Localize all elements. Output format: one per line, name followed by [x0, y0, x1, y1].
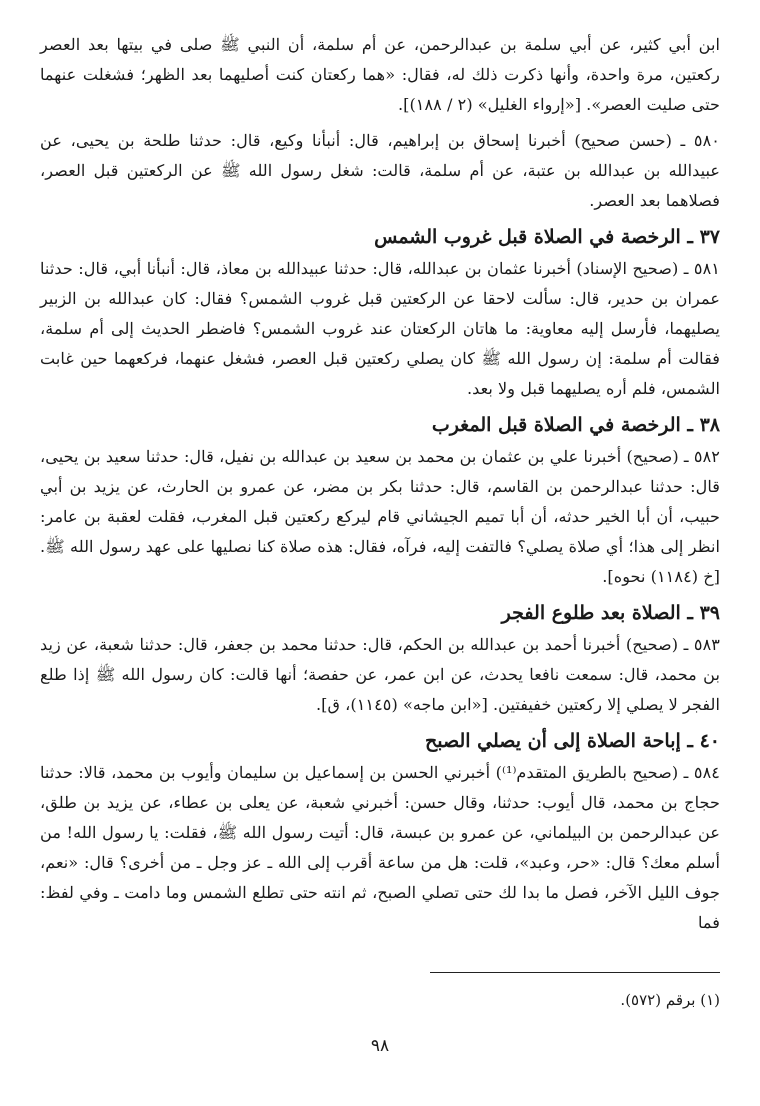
paragraph-hadith-582: ٥٨٢ ـ (صحيح) أخبرنا علي بن عثمان بن محمد بن سعيد بن عبدالله بن نفيل، قال: حدثنا سعيد بن يحيى، قال: حدثنا عبدالرحمن بن القاسم، قال: حدثنا بكر بن مضر، عن عمرو بن الحارث، عن يزيد بن أبي حبيب، أن أبا الخير حدثه، أن أبا تميم الجيشاني قام ليركع ركعتين قبل المغرب، فقلت لعقبة بن عامر: انظر إلى هذا؛ أي صلاة يصلي؟ فالتفت إليه، فرآه، فقال: هذه صلاة كنا نصليها على عهد رسول الله ﷺ. [خ (١١٨٤) نحوه].: [40, 447, 720, 586]
section-heading-38: ٣٨ ـ الرخصة في الصلاة قبل المغرب: [431, 414, 720, 436]
main-body: [40, 30, 720, 938]
paragraph-hadith-581: ٥٨١ ـ (صحيح الإسناد) أخبرنا عثمان بن عبدالله، قال: حدثنا عبيدالله بن معاذ، قال: أنبأنا أبي، قال: حدثنا عمران بن حدير، قال: سألت لاحقا عن الركعتين قبل غروب الشمس؟ فقال: كان عبدالله بن الزبير يصليهما، فأرسل إليه معاوية: ما هاتان الركعتان عند غروب الشمس؟ فاضطر الحديث إلى أم سلمة، فقالت أم سلمة: إن رسول الله ﷺ كان يصلي ركعتين قبل العصر، فشغل عنهما، فركعهما حين غابت الشمس، فلم أره يصليهما قبل ولا بعد.: [40, 259, 720, 398]
footnote: (١) برقم (٥٧٢).: [620, 991, 720, 1009]
section-heading-39: ٣٩ ـ الصلاة بعد طلوع الفجر: [501, 602, 720, 624]
section-heading-40: ٤٠ ـ إباحة الصلاة إلى أن يصلي الصبح: [425, 730, 720, 752]
footnote-divider: [430, 972, 720, 973]
paragraph-hadith-583: ٥٨٣ ـ (صحيح) أخبرنا أحمد بن عبدالله بن الحكم، قال: حدثنا محمد بن جعفر، قال: حدثنا شعبة، عن زيد بن محمد، قال: سمعت نافعا يحدث، عن ابن عمر، عن حفصة؛ أنها قالت: كان رسول الله ﷺ إذا طلع الفجر لا يصلي إلا ركعتين خفيفتين. [«ابن ماجه» (١١٤٥)، ق].: [40, 635, 720, 714]
section-heading-37: ٣٧ ـ الرخصة في الصلاة قبل غروب الشمس: [374, 226, 720, 248]
paragraph-hadith-584: ٥٨٤ ـ (صحيح بالطريق المتقدم⁽¹⁾) أخبرني الحسن بن إسماعيل بن سليمان وأيوب بن محمد، قالا: حدثنا حجاج بن محمد، قال أيوب: حدثنا، وقال حسن: أخبرني شعبة، عن يعلى بن عطاء، عن يزيد بن طلق، عن عبدالرحمن بن البيلماني، عن عمرو بن عبسة، قال: أتيت رسول الله ﷺ، فقلت: يا رسول الله! من أسلم معك؟ قال: «حر، وعبد»، قلت: هل من ساعة أقرب إلى الله ـ عز وجل ـ من أخرى؟ قال: «نعم، جوف الليل الآخر، فصل ما بدا لك حتى تصلي الصبح، ثم انته حتى تطلع الشمس وما دامت ـ وفي لفظ: فما: [40, 763, 720, 932]
paragraph-hadith-580: ٥٨٠ ـ (حسن صحيح) أخبرنا إسحاق بن إبراهيم، قال: أنبأنا وكيع، قال: حدثنا طلحة بن يحيى، عن عبيدالله بن عبدالله بن عتبة، عن أم سلمة، قالت: شغل رسول الله ﷺ عن الركعتين قبل العصر، فصلاهما بعد العصر.: [40, 131, 720, 210]
page-number: ٩٨: [370, 1036, 390, 1056]
paragraph-continuation: ابن أبي كثير، عن أبي سلمة بن عبدالرحمن، عن أم سلمة، أن النبي ﷺ صلى في بيتها بعد العصر ركعتين، مرة واحدة، وأنها ذكرت ذلك له، فقال: «هما ركعتان كنت أصليهما بعد الظهر؛ فشغلت عنهما حتى صليت العصر». [«إرواء الغليل» (٢ / ١٨٨)].: [40, 35, 720, 114]
